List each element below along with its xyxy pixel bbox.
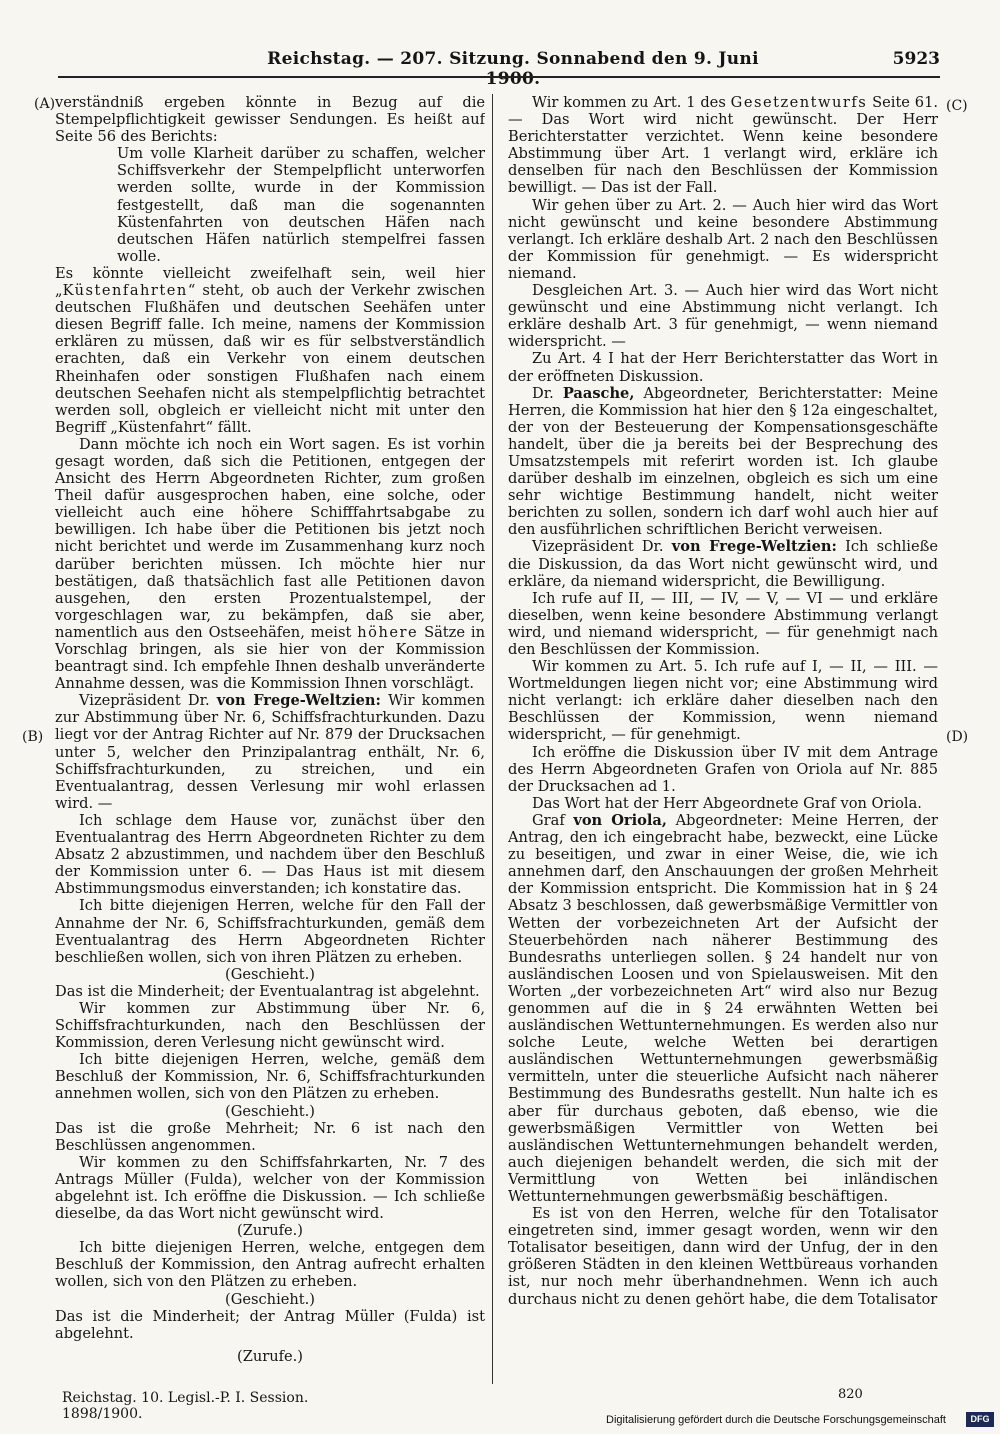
right-column xyxy=(508,94,938,1382)
paragraph: Wir kommen zu den Schiffsfahrkarten, Nr. 7 des Antrags Müller (Fulda), welcher von der Kommission abgelehnt ist. Ich eröffne die Diskussion. — Ich schließe dieselbe, da das Wort nicht gewünscht wird. xyxy=(55,1153,485,1223)
paragraph xyxy=(508,94,938,197)
stage-direction: (Zurufe.) xyxy=(237,1222,303,1240)
speaker-paragraph xyxy=(508,812,938,1205)
speaker-title: Graf xyxy=(532,811,574,829)
paragraph: Das ist die große Mehrheit; Nr. 6 ist nach den Beschlüssen angenommen. xyxy=(55,1119,485,1154)
paragraph: Ich bitte diejenigen Herren, welche, gemäß dem Beschluß der Kommission, Nr. 6, Schiffsfrachturkunden annehmen wollen, sich von den Plätzen zu erheben. xyxy=(55,1051,485,1103)
margin-marker-c: (C) xyxy=(946,98,968,114)
speaker-name: von Oriola, xyxy=(573,811,667,829)
paragraph: Ich bitte diejenigen Herren, welche für den Fall der Annahme der Nr. 6, Schiffsfrachturkunden, gemäß dem Eventualantrag des Herrn Abgeordneten Richter beschließen wollen, sich von ihren Plätzen zu erheben. xyxy=(55,897,485,966)
paragraph: Das Wort hat der Herr Abgeordnete Graf von Oriola. xyxy=(532,794,922,812)
page-number: 5923 xyxy=(892,49,940,69)
digitization-credit: Digitalisierung gefördert durch die Deutsche Forschungsgemeinschaft xyxy=(606,1414,946,1426)
text: Ich schließe die Diskussion, da das Wort nicht gewünscht wird, und erkläre, da niemand widerspricht, die Bewilligung. xyxy=(508,538,938,590)
paragraph: Zu Art. 4 I hat der Herr Berichterstatter das Wort in der eröffneten Diskussion. xyxy=(508,350,938,385)
spaced-text: höhere xyxy=(357,623,419,641)
spaced-text: Küstenfahrten xyxy=(62,282,188,300)
paragraph: Das ist die Minderheit; der Antrag Müller (Fulda) ist abgelehnt. xyxy=(55,1307,485,1342)
page-header xyxy=(58,47,940,89)
speaker-title: Vizepräsident Dr. xyxy=(532,538,672,556)
margin-marker-b: (B) xyxy=(22,729,44,745)
stage-direction: (Geschieht.) xyxy=(225,965,315,983)
dfg-logo-icon: DFG xyxy=(966,1412,994,1427)
paragraph: verständniß ergeben könnte in Bezug auf die Stempelpflichtigkeit gewisser Sendungen. Es heißt auf Seite 56 des Berichts: xyxy=(55,94,485,146)
left-column xyxy=(55,94,485,1382)
block-quote: Um volle Klarheit darüber zu schaffen, welcher Schiffsverkehr der Stempelpflicht unterworfen werden sollte, wurde in der Kommission festgestellt, daß man die sogenannten Küstenfahrten von deutschen Häfen nach deutschen Häfen natürlich stempelfrei fassen wolle. xyxy=(117,145,485,265)
paragraph xyxy=(55,265,485,436)
speaker-paragraph xyxy=(55,692,485,812)
column-divider xyxy=(492,94,493,1384)
speaker-paragraph xyxy=(508,538,938,589)
margin-marker-a: (A) xyxy=(34,96,56,112)
paragraph xyxy=(55,436,485,692)
margin-marker-d: (D) xyxy=(946,729,969,745)
paragraph: Wir kommen zur Abstimmung über Nr. 6, Schiffsfrachturkunden, nach den Beschlüssen der Kommission, deren Verlesung nicht gewünscht wird. xyxy=(55,999,485,1052)
text: Abgeordneter, Berichterstatter: Meine Herren, die Kommission hat hier den § 12a eingeschaltet, der von der Besteuerung der Kompensationsgeschäfte handelt, über die ja bereits bei der Besprechung des Umsatzstempels mit referirt worden ist. Ich glaube darüber deshalb im einzelnen, obgleich es sich um eine sehr wichtige Bestimmung handelt, nicht weiter berichten zu sollen, sondern ich darf wohl auch hier auf den ausführlichen schriftlichen Bericht verweisen. xyxy=(508,384,938,539)
speaker-title: Dr. xyxy=(532,384,563,402)
header-title: Reichstag. — 207. Sitzung. Sonnabend den 9. Juni 1900. xyxy=(267,49,759,89)
paragraph: Ich eröffne die Diskussion über IV mit dem Antrage des Herrn Abgeordneten Grafen von Oriola auf Nr. 885 der Drucksachen ad 1. xyxy=(508,743,938,795)
header-rule xyxy=(58,76,940,78)
footer-session-info: Reichstag. 10. Legisl.-P. I. Session. 1898/1900. xyxy=(62,1390,309,1422)
paragraph: Wir gehen über zu Art. 2. — Auch hier wird das Wort nicht gewünscht und keine besondere Abstimmung verlangt. Ich erkläre deshalb Art. 2 nach den Beschlüssen der Kommission für genehmigt. — Es widerspricht niemand. xyxy=(508,196,938,282)
speaker-name: von Frege-Weltzien: xyxy=(671,538,837,556)
text: “ steht, ob auch der Verkehr zwischen deutschen Flußhäfen und deutschen Seehäfen unter diesen Begriff falle. Ich meine, namens der Kommission erklären zu müssen, daß wir es für selbstverständlich erachten, daß ein Verkehr von einem deutschen Rheinhafen oder sonstigen Flußhafen nach einem deutschen Seehafen nicht als stempelpflichtig betrachtet werden soll, obgleich er vielleicht nicht mit unter den Begriff „Küstenfahrt“ fällt. xyxy=(55,282,485,436)
speaker-name: Paasche, xyxy=(562,384,635,402)
paragraph: Ich rufe auf II, — III, — IV, — V, — VI — und erkläre dieselben, wenn keine besondere Abstimmung verlangt wird, und niemand widerspricht, — für genehmigt nach den Beschlüssen der Kommission. xyxy=(508,589,938,658)
paragraph: Es ist von den Herren, welche für den Totalisator eingetreten sind, immer gesagt worden, wenn wir den Totalisator beseitigen, dann wird der Unfug, der in den größeren Städten in den kleinen Wettbüreaus vorhanden ist, nur noch mehr überhandnehmen. Wenn ich auch durchaus nicht zu denen gehört habe, die dem Totalisator xyxy=(508,1205,938,1308)
spaced-text: Gesetzentwurfs xyxy=(730,94,868,111)
paragraph: Ich bitte diejenigen Herren, welche, entgegen dem Beschluß der Kommission, den Antrag aufrecht erhalten wollen, sich von den Plätzen zu erheben. xyxy=(55,1239,485,1291)
text: Dann möchte ich noch ein Wort sagen. Es ist vorhin gesagt worden, daß sich die Petitionen, entgegen der Ansicht des Herrn Abgeordneten Richter, zum großen Theil dafür ausgesprochen haben, eine solche, oder vielleicht auch eine höhere Schifffahrtsabgabe zu bewilligen. Ich habe über die Petitionen bis jetzt noch nicht berichtet und werde im Zusammenhang kurz noch darüber berichten müssen. Ich möchte hier nur bestätigen, daß thatsächlich fast alle Petitionen davon ausgehen, den ersten Prozentualstempel, der vorgeschlagen war, zu bekämpfen, daß sie aber, namentlich aus den Ostseehäfen, meist xyxy=(55,435,485,641)
text: Sätze in Vorschlag bringen, als sie hier von der Kommission beantragt sind. Ich empfehle Ihnen deshalb unveränderte Annahme dessen, was die Kommission Ihnen vorschlägt. xyxy=(55,623,485,693)
paragraph: Das ist die Minderheit; der Eventualantrag ist abgelehnt. xyxy=(55,982,480,1000)
speaker-name: von Frege-Weltzien: xyxy=(216,692,381,710)
paragraph: Desgleichen Art. 3. — Auch hier wird das Wort nicht gewünscht und eine Abstimmung nicht verlangt. Ich erkläre deshalb Art. 3 für genehmigt, — wenn niemand widerspricht. — xyxy=(508,282,938,351)
stage-direction: (Geschieht.) xyxy=(225,1102,315,1120)
paragraph: Ich schlage dem Hause vor, zunächst über den Eventualantrag des Herrn Abgeordneten Richter zu dem Absatz 2 abzustimmen, und nachdem über den Beschluß der Kommission unter 6. — Das Haus ist mit diesem Abstimmungsmodus einverstanden; ich konstatire das. xyxy=(55,811,485,898)
text: Wir kommen zu Art. 1 des xyxy=(532,94,731,111)
stage-direction: (Zurufe.) xyxy=(237,1347,303,1365)
text: Seite 61. — Das Wort wird nicht gewünscht. Der Herr Berichterstatter verzichtet. Wenn keine besondere Abstimmung über Art. 1 verlangt wird, erkläre ich denselben für nach den Beschlüssen der Kommission bewilligt. — Das ist der Fall. xyxy=(508,94,938,197)
footer-sheet-number: 820 xyxy=(838,1387,863,1402)
stage-direction: (Geschieht.) xyxy=(225,1290,315,1308)
text: Wir kommen zur Abstimmung über Nr. 6, Schiffsfrachturkunden. Dazu liegt vor der Antrag Richter auf Nr. 879 der Drucksachen unter 5, welcher den Prinzipalantrag enthält, Nr. 6, Schiffsfrachturkunden, zu streichen, und ein Eventualantrag, dessen Verlesung mir wohl erlassen wird. — xyxy=(55,692,485,812)
speaker-title: Vizepräsident Dr. xyxy=(79,692,217,710)
paragraph: Wir kommen zu Art. 5. Ich rufe auf I, — II, — III. — Wortmeldungen liegen nicht vor; eine Abstimmung wird nicht verlangt: ich erkläre daher dieselben nach den Beschlüssen der Kommission, wenn niemand widerspricht, — für genehmigt. xyxy=(508,658,938,744)
text: Abgeordneter: Meine Herren, der Antrag, den ich eingebracht habe, bezweckt, eine Lücke zu beseitigen, und zwar in einer Weise, die, wie ich annehmen darf, den Anschauungen der großen Mehrheit der Kommission entspricht. Die Kommission hat in § 24 Absatz 3 beschlossen, daß gewerbsmäßige Vermittler von Wetten der vorbezeichneten Art der Aufsicht der Steuerbehörden nach näherer Bestimmung des Bundesraths unterliegen sollen. § 24 handelt nur von ausländischen Loosen und von Spielausweisen. Mit den Worten „der vorbezeichneten Art“ wird also nur Bezug genommen auf die in § 24 erwähnten Wetten bei ausländischen Wettunternehmungen. Es werden also nur solche Leute, welche Wetten bei derartigen ausländischen Wettunternehmungen gewerbsmäßig vermitteln, unter die steuerliche Aufsicht nach näherer Bestimmung des Bundesraths gestellt. Nun halte ich es aber für durchaus geboten, daß ebenso, wie die gewerbsmäßigen Vermittler von Wetten bei ausländischen Wettunternehmungen behandelt werden, auch diejenigen behandelt werden, die sich mit der Vermittlung von Wetten bei inländischen Wettunternehmungen gewerbsmäßig beschäftigen. xyxy=(508,811,938,1205)
text: Es könnte vielleicht zweifelhaft sein, weil hier „ xyxy=(55,264,485,300)
speaker-paragraph xyxy=(508,385,938,539)
